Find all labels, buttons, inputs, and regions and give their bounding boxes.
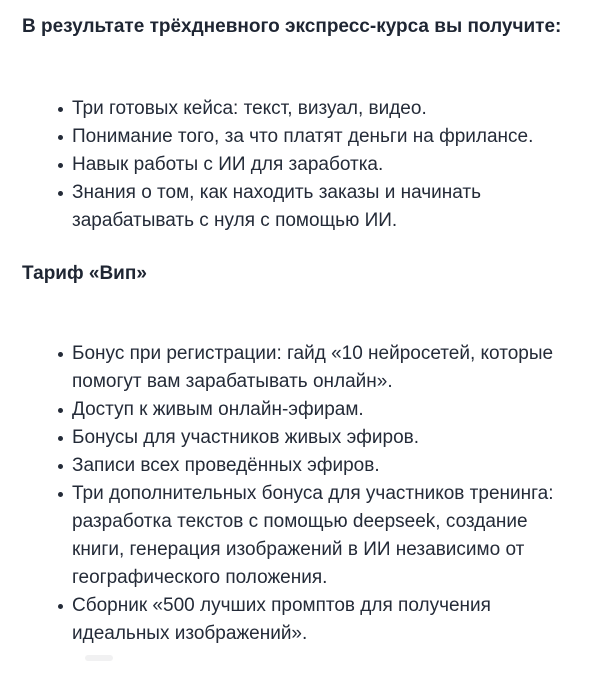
list-item-text: Три дополнительных бонуса для участников тренинга: разработка текстов с помощью deepseek, создание книги, генерация изображений в ИИ независимо от географического положения. <box>72 483 554 588</box>
list-item <box>58 151 586 179</box>
list-item-text: Бонусы для участников живых эфиров. <box>72 427 420 448</box>
list-item-text: Записи всех проведённых эфиров. <box>72 455 380 476</box>
bullet-icon <box>58 464 63 469</box>
list-item-text: Навык работы с ИИ для заработка. <box>72 154 384 175</box>
list-item <box>58 123 586 151</box>
tariff-vip-list <box>22 340 586 648</box>
bullet-icon <box>58 408 63 413</box>
list-item-text: Бонус при регистрации: гайд «10 нейросетей, которые помогут вам зарабатывать онлайн». <box>72 343 554 392</box>
list-item-text: Доступ к живым онлайн-эфирам. <box>72 399 364 420</box>
bullet-icon <box>58 436 63 441</box>
bullet-icon <box>58 492 63 497</box>
list-item <box>58 452 586 480</box>
bullet-icon <box>58 107 63 112</box>
bullet-icon <box>58 163 63 168</box>
bullet-icon <box>58 352 63 357</box>
bullet-icon <box>58 191 63 196</box>
list-item <box>58 95 586 123</box>
list-item <box>58 592 586 648</box>
course-results-list <box>22 95 586 235</box>
list-item <box>58 424 586 452</box>
bullet-icon <box>58 135 63 140</box>
list-item-text: Знания о том, как находить заказы и начинать зарабатывать с нуля с помощью ИИ. <box>72 182 481 231</box>
list-item-text: Понимание того, за что платят деньги на фрилансе. <box>72 126 534 147</box>
list-item <box>58 396 586 424</box>
list-item-text: Сборник «500 лучших промптов для получения идеальных изображений». <box>72 595 491 644</box>
course-results-heading: В результате трёхдневного экспресс-курса вы получите: <box>22 16 562 37</box>
tariff-vip-heading: Тариф «Вип» <box>22 263 147 284</box>
faded-pill-decoration <box>85 655 113 661</box>
list-item <box>58 480 586 592</box>
list-item-text: Три готовых кейса: текст, визуал, видео. <box>72 98 427 119</box>
list-item <box>58 340 586 396</box>
bullet-icon <box>58 604 63 609</box>
list-item <box>58 179 586 235</box>
